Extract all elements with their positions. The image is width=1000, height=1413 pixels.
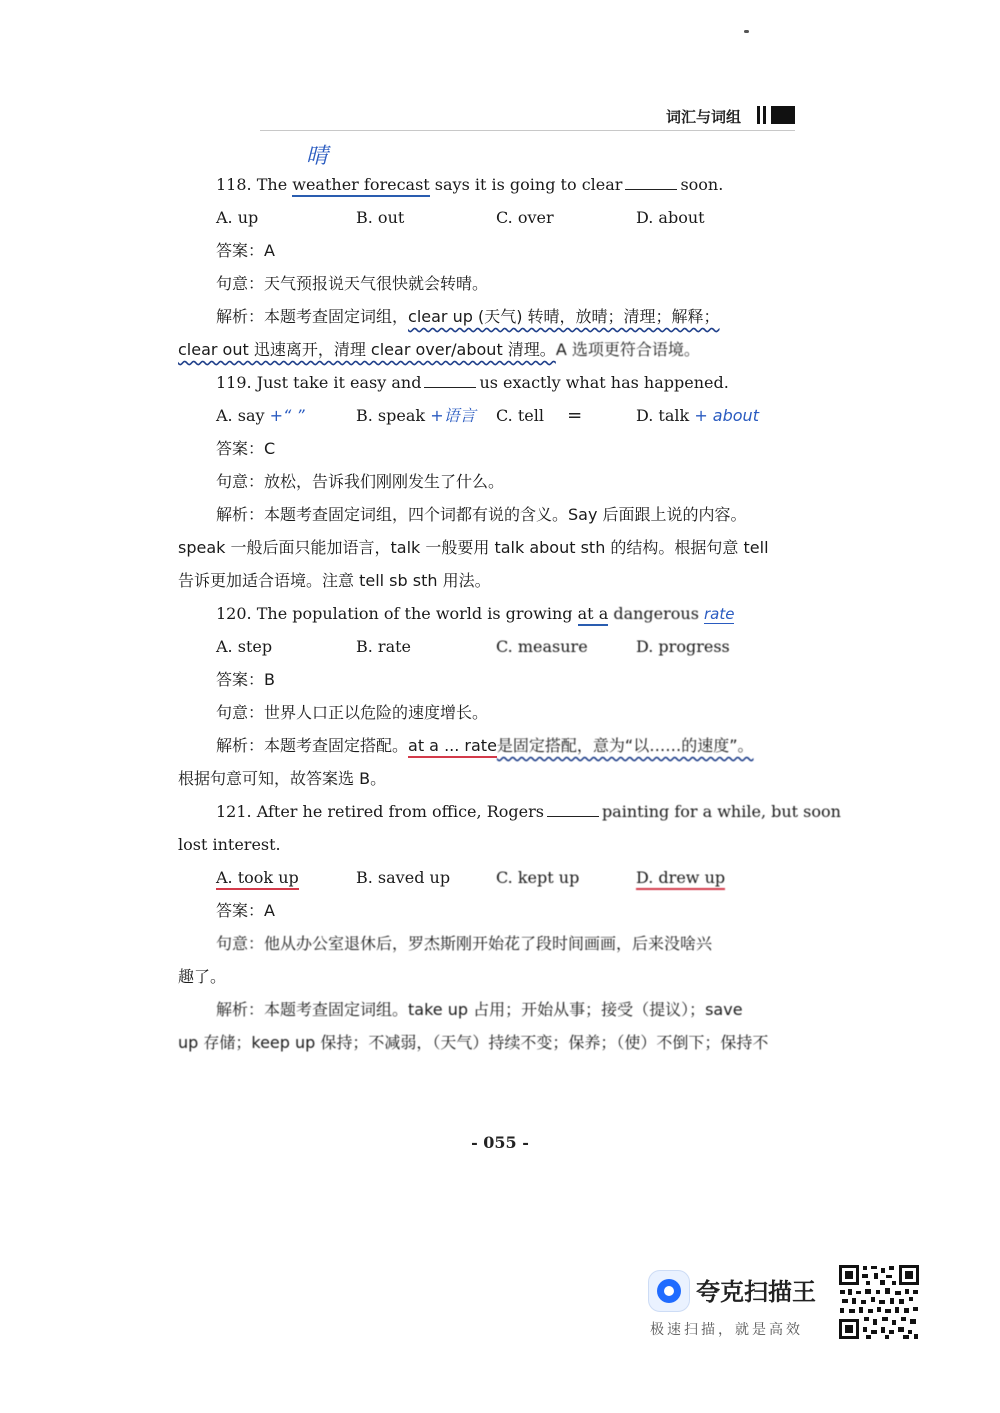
question-120: 120. The population of the world is growing at a dangerous rate: [178, 597, 798, 630]
analysis-121-line1: 解析：本题考查固定词组。take up 占用；开始从事；接受（提议）；save: [216, 1000, 743, 1019]
question-121: 121. After he retired from office, Rogers painting for a while, but soon: [216, 802, 841, 821]
option-b: B. out: [356, 208, 405, 227]
option-a: A. took up: [216, 861, 356, 894]
section-title: 词汇与词组: [666, 108, 742, 126]
analysis-120-line1: 解析：本题考查固定搭配。at a ... rate是固定搭配，意为“以……的速度”。: [178, 729, 798, 762]
scanner-slogan: 极速扫描，就是高效: [650, 1322, 803, 1338]
meaning-119: 句意：放松，告诉我们刚刚发生了什么。: [216, 472, 505, 491]
qr-code-icon: [838, 1264, 920, 1340]
handwritten-note: rate: [704, 605, 735, 623]
scanner-brand-name: 夸克扫描王: [696, 1278, 816, 1306]
answer-118: 答案：A: [216, 241, 275, 260]
meaning-118: 句意：天气预报说天气很快就会转晴。: [216, 274, 489, 293]
analysis-118-line1: 解析：本题考查固定词组，clear up (天气) 转晴，放晴；清理；解释；: [216, 307, 720, 326]
meaning-121-line1: 句意：他从办公室退休后，罗杰斯刚开始花了段时间画画，后来没啥兴: [216, 934, 713, 953]
section-marker-icon: [757, 106, 797, 124]
handwritten-note: + about: [694, 406, 759, 425]
analysis-119-line2: speak 一般后面只能加语言，talk 一般要用 talk about sth 的结构。根据句意 tell: [178, 538, 769, 557]
answer-blank: [625, 173, 677, 190]
answer-blank: [424, 371, 476, 388]
analysis-121-line2: up 存储；keep up 保持；不减弱，（天气）持续不变；保养；（使）不倒下；保持不: [178, 1033, 769, 1052]
scan-speck: [744, 30, 749, 33]
option-d: D. about: [636, 208, 705, 227]
option-c: C. over: [496, 208, 554, 227]
option-a: A. say +“ ”: [216, 406, 305, 425]
answer-blank: [547, 800, 599, 817]
meaning-120: 句意：世界人口正以危险的速度增长。: [216, 703, 489, 722]
option-c: C. tell =: [496, 405, 583, 426]
handwritten-note: 晴: [306, 144, 329, 169]
option-a: A. step: [216, 637, 273, 656]
option-c: C. measure: [496, 637, 588, 656]
answer-121: 答案：A: [216, 901, 275, 920]
options-118: [178, 201, 798, 234]
analysis-119-line3: 告诉更加适合语境。注意 tell sb sth 用法。: [178, 571, 491, 590]
option-b: B. saved up: [356, 868, 451, 887]
options-120: [178, 630, 798, 663]
scanner-watermark: [648, 1268, 838, 1338]
answer-119: 答案：C: [216, 439, 276, 458]
underlined-phrase: weather forecast: [292, 175, 429, 197]
option-d: D. progress: [636, 637, 730, 656]
question-121-line2: lost interest.: [178, 835, 281, 854]
options-121: [178, 861, 798, 894]
scanner-logo-icon: [648, 1270, 690, 1312]
page-number: - 055 -: [471, 1133, 529, 1152]
option-b: B. speak +语言: [356, 406, 476, 425]
option-b: B. rate: [356, 637, 412, 656]
header-rule: [260, 130, 795, 131]
analysis-118-line2: clear out 迅速离开，清理 clear over/about 清理。A 选项更符合语境。: [178, 340, 700, 359]
meaning-121-line2: 趣了。: [178, 967, 227, 986]
question-118: 晴 118. The weather forecast says it is going to clear soon.: [178, 168, 798, 201]
question-119: 119. Just take it easy and us exactly what has happened.: [216, 373, 729, 392]
handwritten-note: +“ ”: [269, 406, 305, 425]
answer-120: 答案：B: [216, 670, 275, 689]
options-119: [178, 399, 798, 432]
page-content: [178, 144, 841, 1059]
option-c: C. kept up: [496, 868, 580, 887]
analysis-119-line1: 解析：本题考查固定词组，四个词都有说的含义。Say 后面跟上说的内容。: [216, 505, 747, 524]
analysis-120-line2: 根据句意可知，故答案选 B。: [178, 769, 387, 788]
option-a: A. up: [216, 208, 259, 227]
handwritten-note: +语言: [430, 406, 476, 425]
handwritten-note: =: [567, 405, 583, 426]
option-d: D. talk + about: [636, 406, 759, 425]
option-d: D. drew up: [636, 861, 776, 894]
